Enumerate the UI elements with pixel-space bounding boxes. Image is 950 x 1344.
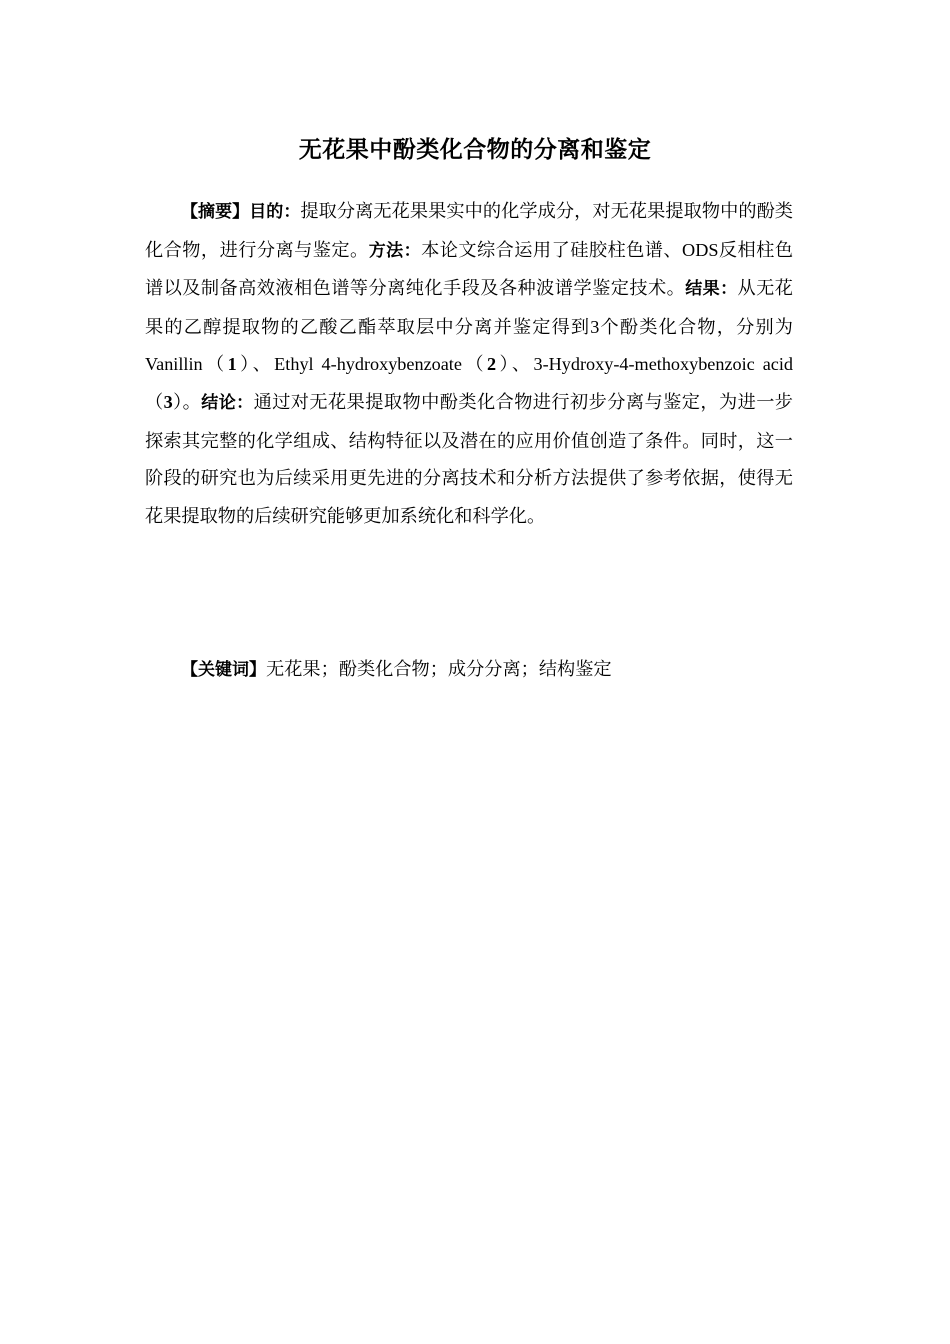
compound-2-number: 2 [486,354,497,375]
compound-1-number: 1 [227,354,237,375]
results-heading: 结果： [685,279,738,300]
results-text-part-3: ）、3-Hydroxy-4-methoxybenzoic acid（ [145,354,793,412]
compound-3-number: 3 [163,391,173,412]
results-text-part-2: ）、Ethyl 4-hydroxybenzoate（ [236,354,487,375]
results-text-part-1: 从无花果的乙醇提取物的乙酸乙酯萃取层中分离并鉴定得到3个酚类化合物，分别为Vanillin（ [145,278,793,375]
methods-text: 本论文综合运用了硅胶柱色谱、ODS反相柱色谱以及制备高效液相色谱等分离纯化手段及各种波谱学鉴定技术。 [145,239,794,299]
keywords-text: 无花果；酚类化合物；成分分离；结构鉴定 [266,659,612,679]
conclusion-text: 通过对无花果提取物中酚类化合物进行初步分离与鉴定，为进一步探索其完整的化学组成、结构特征以及潜在的应用价值创造了条件。同时，这一阶段的研究也为后续采用更先进的分离技术和分析方法提供了参考依据，使得无花果提取物的后续研究能够更加系统化和科学化。 [145,391,793,526]
objective-heading: 目的： [249,202,301,222]
objective-text: 提取分离无花果果实中的化学成分，对无花果提取物中的酚类化合物，进行分离与鉴定。 [145,201,793,260]
keywords-line [181,652,793,687]
document-title: 无花果中酚类化合物的分离和鉴定 [298,137,652,163]
methods-heading: 方法： [368,240,422,261]
abstract-paragraph [145,193,793,535]
keywords-label: 【关键词】 [181,660,266,680]
conclusion-heading: 结论： [201,392,254,413]
results-text-part-4: ）。 [172,391,202,412]
abstract-label: 【摘要】 [181,202,250,222]
